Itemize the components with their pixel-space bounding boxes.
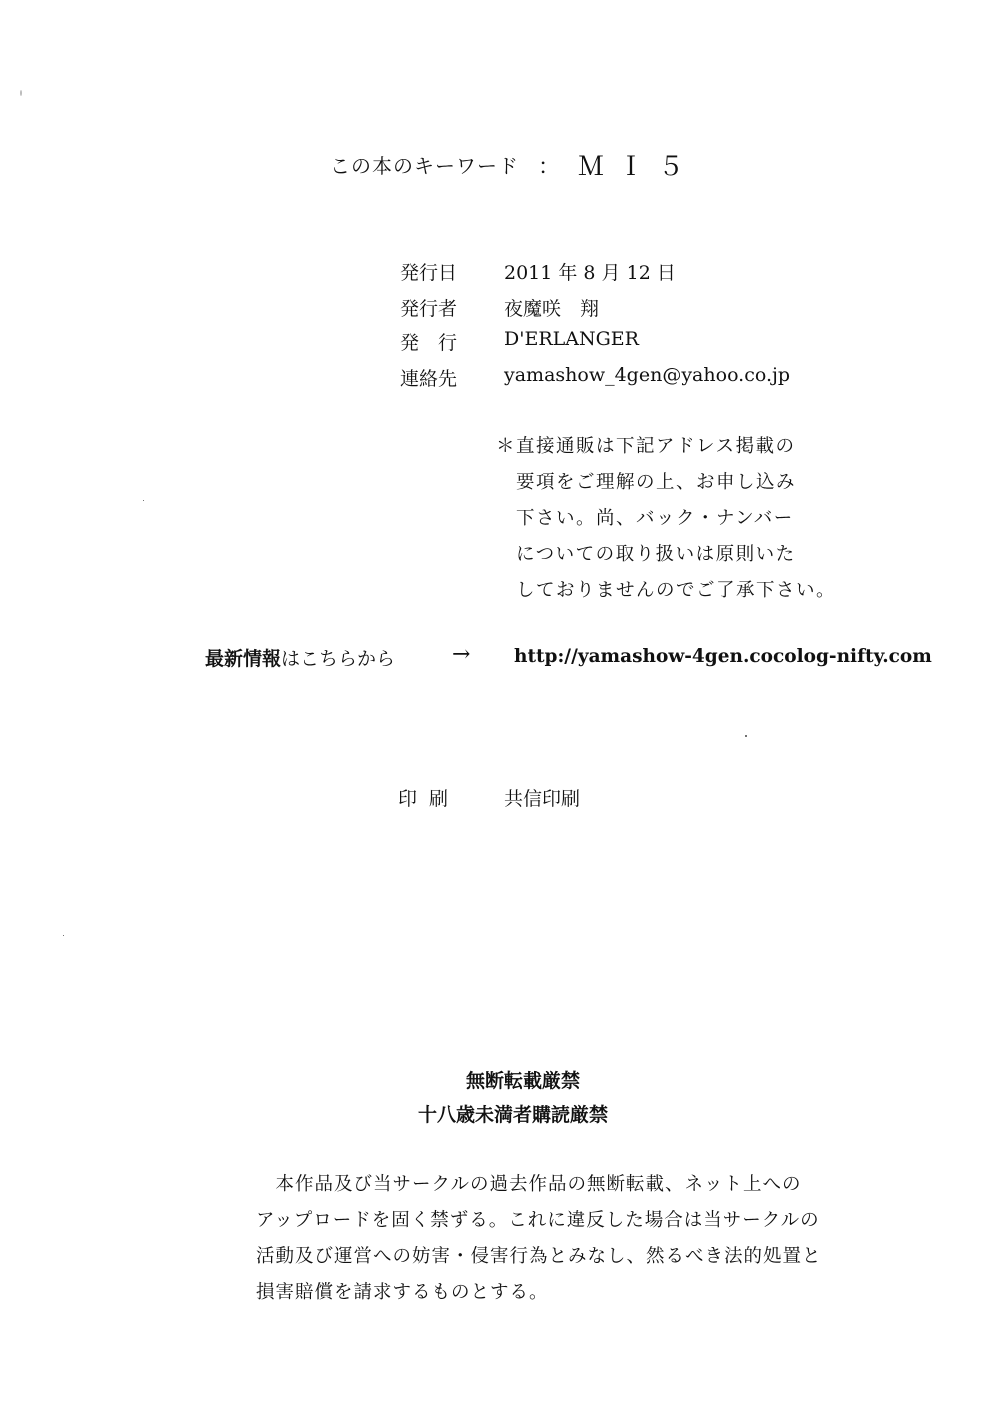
note-line: 下さい。尚、バック・ナンバー	[496, 508, 794, 529]
colophon-label-circle: 発 行	[400, 332, 458, 354]
note-line: しておりませんのでご了承下さい。	[496, 580, 837, 601]
scan-speck	[63, 935, 64, 936]
latest-info-label-rest: はこちらから	[281, 648, 396, 670]
scan-speck	[20, 90, 22, 96]
note-line: についての取り扱いは原則いた	[496, 544, 796, 565]
legal-notice-line: 本作品及び当サークルの過去作品の無断転載、ネット上への	[256, 1174, 802, 1195]
colophon-value-date: 2011 年 8 月 12 日	[504, 262, 676, 284]
colophon-value-contact: yamashow_4gen@yahoo.co.jp	[504, 364, 791, 386]
warning-no-reprint: 無断転載厳禁	[465, 1070, 580, 1092]
warning-age-restriction: 十八歳未満者購読厳禁	[417, 1104, 608, 1126]
arrow-right-icon: →	[452, 642, 471, 667]
legal-notice-line: 活動及び運営への妨害・侵害行為とみなし、然るべき法的処置と	[256, 1246, 822, 1267]
colophon-label-date: 発行日	[400, 262, 458, 284]
colophon-label-contact: 連絡先	[400, 368, 458, 390]
keyword-value: ＭＩ５	[578, 152, 699, 182]
colophon-value-publisher: 夜魔咲 翔	[504, 298, 600, 320]
latest-info-label-bold: 最新情報	[205, 648, 282, 670]
scan-speck	[745, 735, 747, 737]
legal-notice-line: 損害賠償を請求するものとする。	[256, 1282, 549, 1303]
note-line: ＊直接通販は下記アドレス掲載の	[496, 436, 796, 457]
website-url: http://yamashow-4gen.cocolog-nifty.com	[514, 646, 932, 667]
scan-speck	[143, 500, 144, 501]
printing-value: 共信印刷	[504, 788, 581, 810]
note-line: 要項をご理解の上、お申し込み	[496, 472, 797, 493]
latest-info-label	[205, 644, 395, 671]
colophon-label-publisher: 発行者	[400, 298, 458, 320]
colophon-value-circle: D'ERLANGER	[504, 328, 639, 350]
legal-notice-line: アップロードを固く禁ずる。これに違反した場合は当サークルの	[256, 1210, 820, 1231]
printing-label: 印刷	[398, 788, 461, 810]
keyword-colon: ：	[538, 155, 561, 180]
keyword-label: この本のキーワード	[330, 154, 519, 178]
